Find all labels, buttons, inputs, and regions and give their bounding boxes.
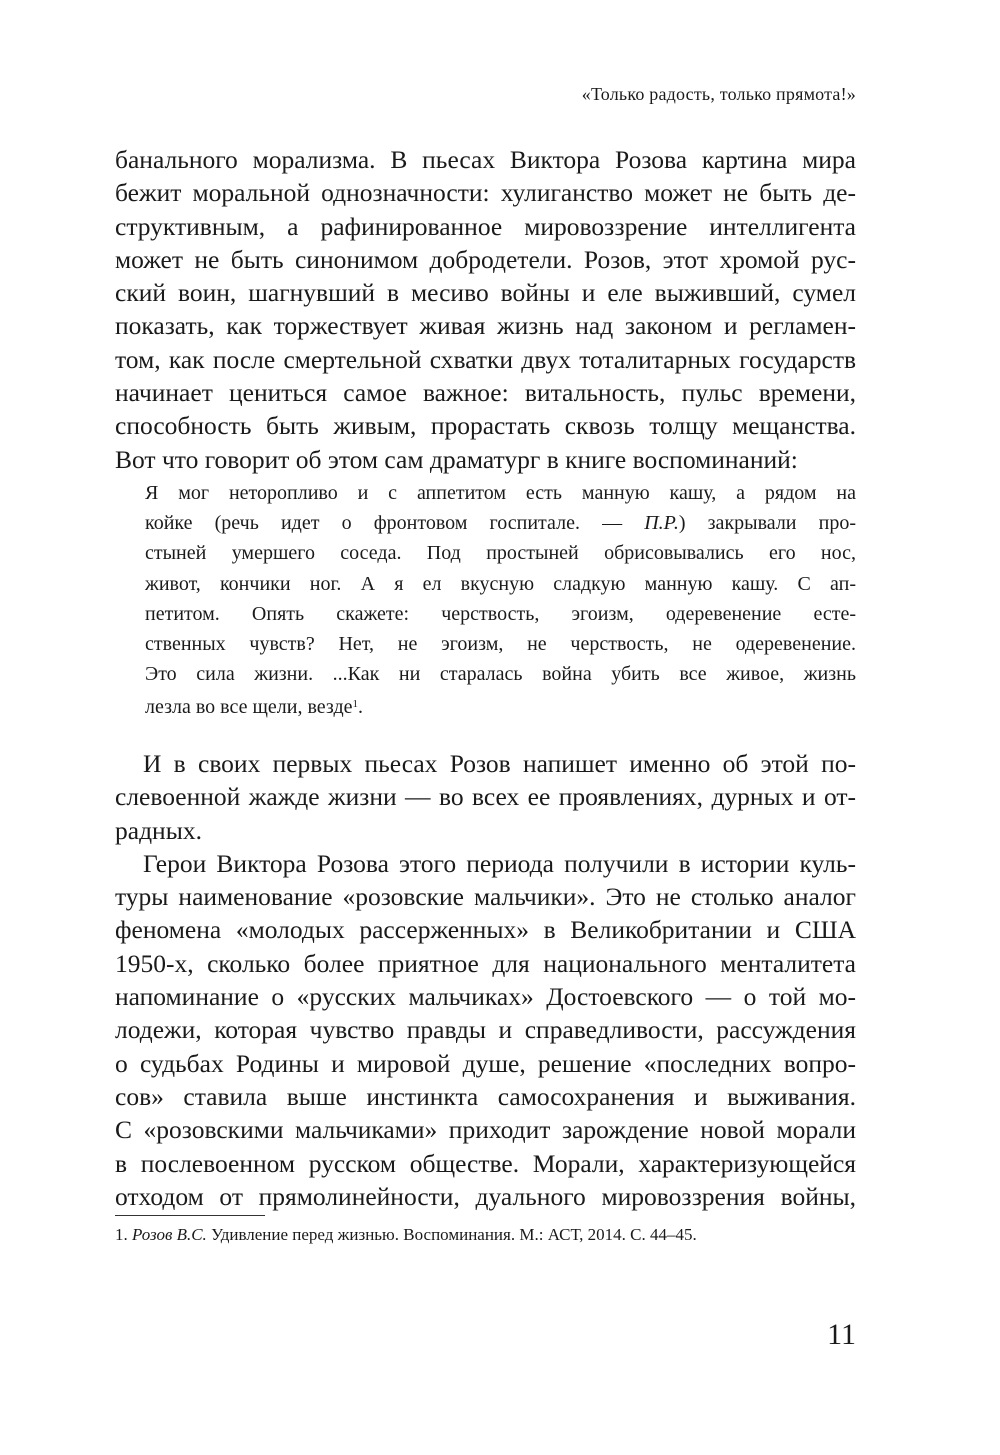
quote-text: . bbox=[358, 696, 363, 719]
quote-line: ственных чувств? Нет, не эгоизм, не черствость, не одеревенение. bbox=[145, 633, 856, 656]
footnote-number: 1. bbox=[115, 1225, 128, 1244]
footnote-text: Удивление перед жизнью. Воспоминания. М.: АСТ, 2014. С. 44–45. bbox=[211, 1225, 697, 1244]
text-line: начинает цениться самое важное: витальность, пульс времени, bbox=[115, 378, 856, 408]
text-line: том, как после смертельной схватки двух тоталитарных государств bbox=[115, 344, 856, 374]
paragraph-2 bbox=[115, 747, 856, 1213]
text-line: радных. bbox=[115, 815, 202, 845]
paragraph-1 bbox=[115, 143, 856, 476]
quote-text: лезла во все щели, везде bbox=[145, 696, 353, 719]
quote-line bbox=[145, 508, 856, 538]
quote-author-initials: П.Р. bbox=[644, 512, 679, 535]
quote-line: петитом. Опять скажете: черствость, эгоизм, одеревенение есте- bbox=[145, 602, 856, 625]
quote-line bbox=[145, 689, 856, 722]
text-line: напоминание о «русских мальчиках» Достоевского — о той мо- bbox=[115, 982, 856, 1012]
quote-text: ) закрывали про- bbox=[678, 512, 856, 535]
page-number: 11 bbox=[827, 1318, 856, 1351]
text-line: туры наименование «розовские мальчики». Это не столько аналог bbox=[115, 882, 856, 912]
text-line: в послевоенном русском обществе. Морали, характеризующейся bbox=[115, 1148, 856, 1178]
text-line: Вот что говорит об этом сам драматург в книге воспоминаний: bbox=[115, 444, 798, 474]
footnote-reference[interactable]: 1 bbox=[352, 698, 358, 711]
quote-line: Я мог неторопливо и с аппетитом есть манную кашу, а рядом на bbox=[145, 482, 856, 504]
text-line: Герои Виктора Розова этого периода получили в истории куль- bbox=[143, 848, 856, 878]
text-line: показать, как торжествует живая жизнь над законом и регламен- bbox=[115, 311, 856, 341]
text-line: 1950-х, сколько более приятное для национального менталитета bbox=[115, 948, 856, 978]
text-line: слевоенной жажде жизни — во всех ее проявлениях, дурных и от- bbox=[115, 782, 856, 812]
text-line: способность быть живым, прорастать сквозь толщу мещанства. bbox=[115, 411, 856, 441]
text-line: И в своих первых пьесах Розов напишет именно об этой по- bbox=[143, 749, 856, 778]
quote-line: стыней умершего соседа. Под простыней обрисовывались его нос, bbox=[145, 542, 856, 565]
text-line: С «розовскими мальчиками» приходит зарождение новой морали bbox=[115, 1115, 856, 1145]
footnote-author: Розов В.С. bbox=[132, 1225, 207, 1244]
quote-line: Это сила жизни. ...Как ни старалась война убить все живое, жизнь bbox=[145, 663, 856, 686]
text-line: ский воин, шагнувший в месиво войны и еле выживший, сумел bbox=[115, 278, 856, 308]
text-line: сов» ставила выше инстинкта самосохранения и выживания. bbox=[115, 1081, 856, 1111]
text-line: феномена «молодых рассерженных» в Великобритании и США bbox=[115, 915, 856, 945]
footnote-divider bbox=[115, 1215, 265, 1216]
footnote bbox=[115, 1225, 697, 1245]
quote-text: койке (речь идет о фронтовом госпитале. — bbox=[145, 512, 645, 535]
quote-line: живот, кончики ног. А я ел вкусную сладкую манную кашу. С ап- bbox=[145, 572, 856, 595]
text-line: банального морализма. В пьесах Виктора Розова картина мира bbox=[115, 145, 856, 174]
text-line: о судьбах Родины и мировой душе, решение «последних вопро- bbox=[115, 1048, 856, 1078]
text-line: бежит моральной однозначности: хулиганство может не быть де- bbox=[115, 178, 856, 208]
block-quote bbox=[145, 478, 856, 723]
text-line: лодежи, которая чувство правды и справедливости, рассуждения bbox=[115, 1015, 856, 1045]
text-line: структивным, а рафинированное мировоззрение интеллигента bbox=[115, 211, 856, 241]
running-title: «Только радость, только прямота!» bbox=[581, 84, 856, 104]
text-line: может не быть синонимом добродетели. Розов, этот хромой рус- bbox=[115, 244, 856, 274]
text-line: отходом от прямолинейности, дуального мировоззрения войны, bbox=[115, 1181, 856, 1211]
